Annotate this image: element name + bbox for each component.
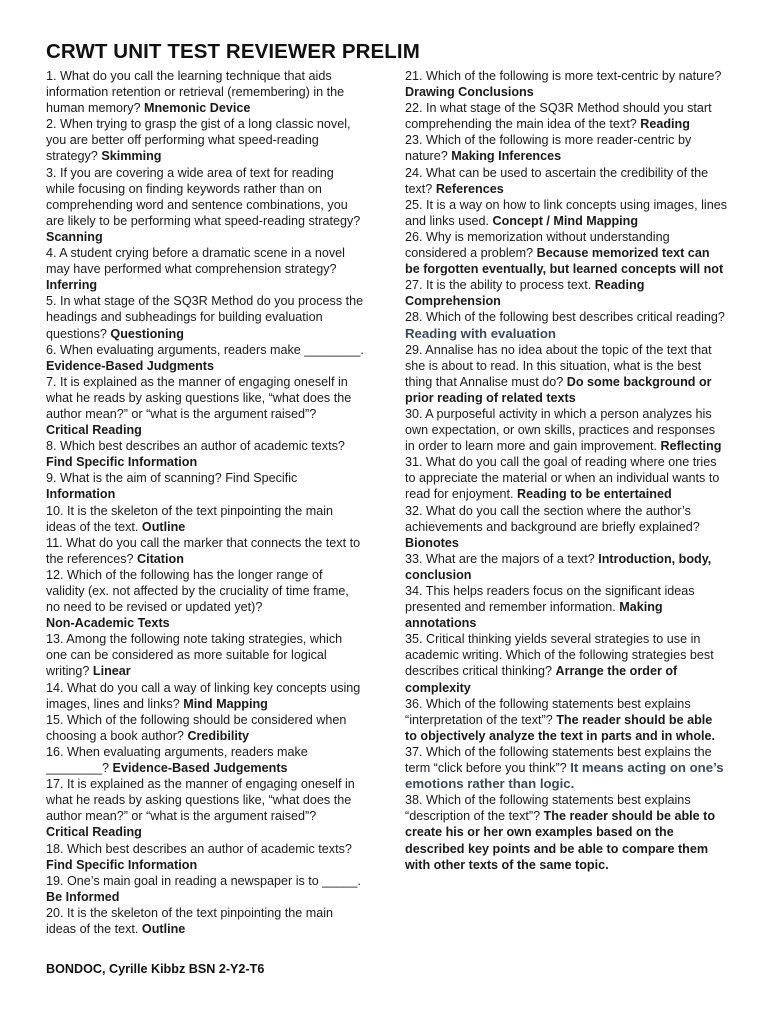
question-text: 23. Which of the following is more reader-centric by nature? <box>405 133 692 164</box>
answer-text: Be Informed <box>46 889 120 904</box>
answer-text: Evidence-Based Judgments <box>46 358 214 373</box>
answer-text: Scanning <box>46 229 103 244</box>
question-text: 9. What is the aim of scanning? Find Specific <box>46 471 298 486</box>
question-text: 11. What do you call the marker that connects the text to the references? <box>46 535 361 566</box>
question-item <box>46 165 364 245</box>
answer-text: Do some background or prior reading of related texts <box>405 374 712 405</box>
question-item <box>405 197 727 229</box>
question-text: 26. Why is memorization without understanding considered a problem? <box>405 229 670 261</box>
question-item <box>405 100 727 132</box>
question-text: 17. It is explained as the manner of engaging oneself in what he reads by asking questions like, “what does the author mean?” or “what is the argument raised”? <box>46 777 355 824</box>
question-item <box>46 438 364 470</box>
question-item <box>46 293 364 341</box>
question-text: 8. Which best describes an author of academic texts? <box>46 439 345 454</box>
question-text: 34. This helps readers focus on the significant ideas presented and remember information. <box>405 584 695 615</box>
question-item <box>46 567 364 631</box>
answer-text: Concept / Mind Mapping <box>492 213 639 228</box>
question-item <box>46 116 364 164</box>
question-text: 7. It is explained as the manner of engaging oneself in what he reads by asking questions like, “what does the author mean?” or “what is the argument raised”? <box>46 374 352 421</box>
question-item <box>46 744 364 776</box>
page-title: CRWT UNIT TEST REVIEWER PRELIM <box>46 40 420 63</box>
answer-text: Introduction, body, conclusion <box>405 551 712 582</box>
question-text: 14. What do you call a way of linking key concepts using images, lines and links? <box>46 680 361 711</box>
answer-text: Outline <box>141 921 186 936</box>
answer-text: Reading Comprehension <box>405 278 645 309</box>
question-text: 38. Which of the following statements best explains “description of the text”? <box>405 793 691 824</box>
answer-text: Drawing Conclusions <box>405 85 534 100</box>
question-text: 33. What are the majors of a text? <box>405 551 595 566</box>
answer-text: Making Inferences <box>451 149 562 164</box>
question-item <box>405 342 727 406</box>
answer-text: The reader should be able to create his or her own examples based on the described key points and be able to compare them with other texts of the same topic. <box>405 809 716 872</box>
question-text: 13. Among the following note taking strategies, which one can be considered as more suitable for logical writing? <box>46 632 343 679</box>
question-text: 24. What can be used to ascertain the credibility of the text? <box>405 165 709 196</box>
question-item <box>405 229 727 277</box>
question-text: 37. Which of the following statements best explains the term “click before you think”? <box>405 744 712 776</box>
question-text: 20. It is the skeleton of the text pinpointing the main ideas of the text. <box>46 905 334 936</box>
question-item <box>46 873 364 905</box>
answer-text: Critical Reading <box>46 825 142 840</box>
question-item <box>46 68 364 116</box>
answer-text: It means acting on one’s emotions rather than logic. <box>405 760 724 792</box>
question-item <box>46 503 364 535</box>
answer-text: Questioning <box>110 326 184 341</box>
answer-text: Reflecting <box>660 439 722 454</box>
question-text: 2. When trying to grasp the gist of a long classic novel, you are better off performing what speed-reading strategy? <box>46 117 351 164</box>
answer-text: Reading with evaluation <box>405 325 556 341</box>
answer-text: Evidence-Based Judgements <box>112 761 288 776</box>
question-text: 1. What do you call the learning technique that aids information retention or retrieval (remembering) in the human memory? <box>46 69 345 116</box>
answer-text: Because memorized text can be forgotten eventually, but learned concepts will not <box>405 246 724 277</box>
question-text: 36. Which of the following statements best explains “interpretation of the text”? <box>405 696 691 727</box>
question-item <box>46 680 364 712</box>
footer-author: BONDOC, Cyrille Kibbz BSN 2-Y2-T6 <box>46 962 265 976</box>
question-item <box>46 841 364 873</box>
answer-text: Skimming <box>101 149 162 164</box>
question-item <box>46 374 364 438</box>
question-item <box>405 406 727 454</box>
question-text: 18. Which best describes an author of academic texts? <box>46 841 352 856</box>
question-item <box>405 132 727 164</box>
question-text: 19. One’s main goal in reading a newspaper is to _____. <box>46 873 361 888</box>
right-column <box>405 68 727 873</box>
answer-text: Bionotes <box>405 535 459 550</box>
answer-text: Reading <box>640 117 690 132</box>
question-item <box>405 696 727 744</box>
question-item <box>405 454 727 502</box>
answer-text: Find Specific Information <box>46 455 198 470</box>
question-item <box>46 342 364 374</box>
question-text: 25. It is a way on how to link concepts using images, lines and links used. <box>405 197 728 228</box>
answer-text: Citation <box>137 551 184 566</box>
answer-text: Outline <box>141 519 186 534</box>
question-text: 15. Which of the following should be considered when choosing a book author? <box>46 712 347 743</box>
question-text: 28. Which of the following best describes critical reading? <box>405 310 725 325</box>
answer-text: References <box>435 181 504 196</box>
question-item <box>46 712 364 744</box>
answer-text: Critical Reading <box>46 423 142 438</box>
question-item <box>405 277 727 309</box>
answer-text: Mnemonic Device <box>144 101 251 116</box>
question-text: 30. A purposeful activity in which a person analyzes his own expectation, or own skills, practices and responses in order to learn more and gain improvement. <box>405 406 716 454</box>
question-text: 27. It is the ability to process text. <box>405 278 592 293</box>
answer-text: Inferring <box>46 278 98 293</box>
answer-text: The reader should be able to objectively analyze the text in parts and in whole. <box>405 712 716 743</box>
question-item <box>405 583 727 631</box>
answer-text: Mind Mapping <box>183 696 268 711</box>
question-item <box>405 551 727 583</box>
question-text: 12. Which of the following has the longer range of validity (ex. not affected by the cruciality of time frame, no need to be revised or updated yet)? <box>46 567 349 615</box>
question-text: 32. What do you call the section where the author’s achievements and background are briefly explained? <box>405 503 700 534</box>
question-item <box>46 905 364 937</box>
question-item <box>46 776 364 840</box>
question-item <box>46 470 364 502</box>
left-column <box>46 68 364 937</box>
question-item <box>405 503 727 551</box>
answer-text: Find Specific Information <box>46 857 198 872</box>
question-item <box>46 535 364 567</box>
question-item <box>405 792 727 872</box>
question-item <box>405 744 727 792</box>
question-text: 29. Annalise has no idea about the topic of the text that she is about to read. In this situation, what is the best thing that Annalise must do? <box>405 342 712 389</box>
question-text: 3. If you are covering a wide area of text for reading while focusing on finding keywords rather than on comprehending word and sentence combinations, you are likely to be performing what speed-reading strategy? <box>46 165 361 228</box>
question-item <box>405 631 727 695</box>
question-text: 10. It is the skeleton of the text pinpointing the main ideas of the text. <box>46 503 334 534</box>
answer-text: Information <box>46 487 116 502</box>
answer-text: Arrange the order of complexity <box>405 664 678 695</box>
question-item <box>46 631 364 679</box>
question-item <box>405 309 727 341</box>
question-text: 5. In what stage of the SQ3R Method do you process the headings and subheadings for building evaluation questions? <box>46 294 364 341</box>
answer-text: Linear <box>92 664 131 679</box>
answer-text: Reading to be entertained <box>517 487 672 502</box>
question-text: 21. Which of the following is more text-centric by nature? <box>405 69 722 83</box>
answer-text: Credibility <box>187 728 250 743</box>
question-item <box>46 245 364 293</box>
question-text: 6. When evaluating arguments, readers make ________. <box>46 342 364 357</box>
question-text: 31. What do you call the goal of reading where one tries to appreciate the material or when an individual wants to read for enjoyment. <box>405 455 720 502</box>
question-item <box>405 165 727 197</box>
question-text: 22. In what stage of the SQ3R Method should you start comprehending the main idea of the text? <box>405 101 712 132</box>
answer-text: Non-Academic Texts <box>46 616 170 631</box>
question-item <box>405 68 727 100</box>
question-text: 35. Critical thinking yields several strategies to use in academic writing. Which of the following strategies best describes critical thinking? <box>405 632 714 679</box>
answer-text: Making annotations <box>405 600 663 631</box>
question-text: 4. A student crying before a dramatic scene in a novel may have performed what comprehension strategy? <box>46 246 345 277</box>
question-text: 16. When evaluating arguments, readers make ________? <box>46 744 308 776</box>
